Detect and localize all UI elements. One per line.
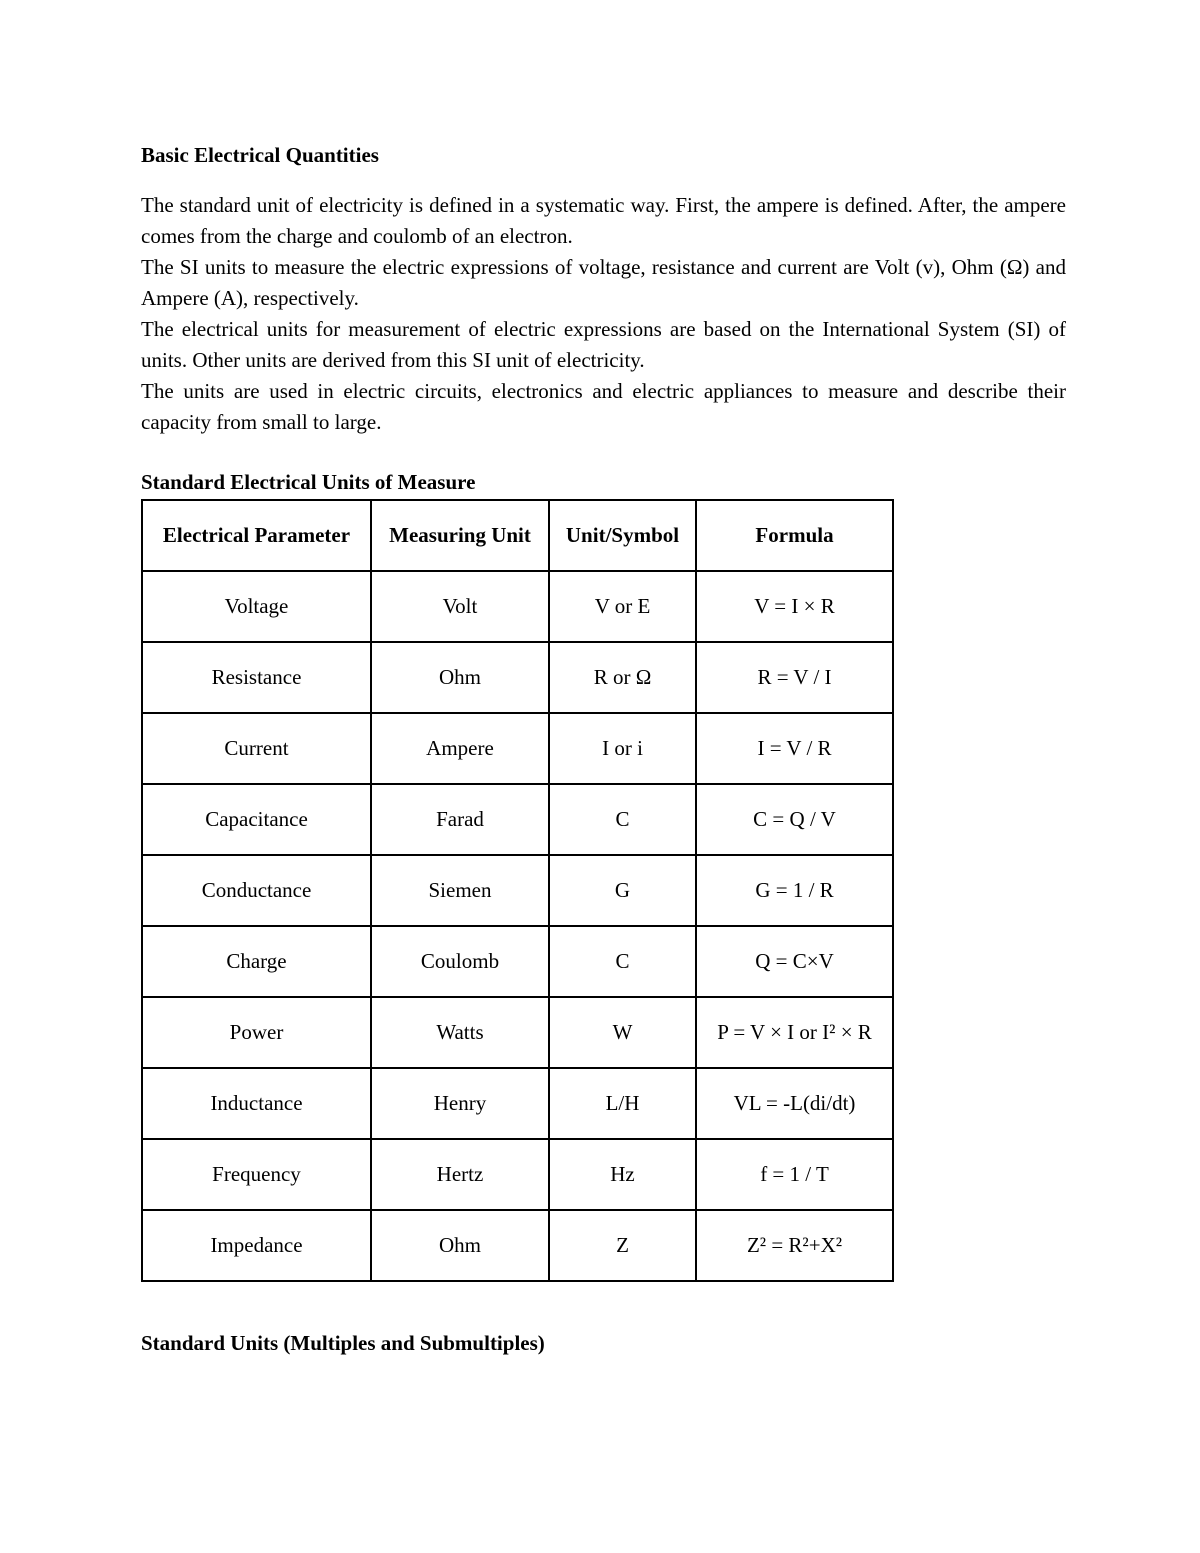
parameter-cell: Charge — [142, 926, 371, 997]
symbol-cell: W — [549, 997, 696, 1068]
formula-cell: G = 1 / R — [696, 855, 893, 926]
parameter-cell: Conductance — [142, 855, 371, 926]
table-header-row — [142, 500, 893, 571]
unit-cell: Volt — [371, 571, 549, 642]
table-row — [142, 926, 893, 997]
table-row — [142, 571, 893, 642]
section-heading: Standard Units (Multiples and Submultiples) — [141, 1331, 545, 1355]
column-header: Unit/Symbol — [549, 500, 696, 571]
parameter-cell: Impedance — [142, 1210, 371, 1281]
symbol-cell: Z — [549, 1210, 696, 1281]
symbol-cell: I or i — [549, 713, 696, 784]
page-title: Basic Electrical Quantities — [141, 143, 379, 167]
table-body — [142, 571, 893, 1281]
formula-cell: Q = C×V — [696, 926, 893, 997]
table-row — [142, 1210, 893, 1281]
table-heading: Standard Electrical Units of Measure — [141, 470, 476, 494]
table-row — [142, 855, 893, 926]
parameter-cell: Voltage — [142, 571, 371, 642]
parameter-cell: Current — [142, 713, 371, 784]
formula-cell: P = V × I or I² × R — [696, 997, 893, 1068]
table-row — [142, 713, 893, 784]
parameter-cell: Resistance — [142, 642, 371, 713]
table-row — [142, 642, 893, 713]
paragraph: The electrical units for measurement of electric expressions are based on the International System (SI) of units. Other units are derived from this SI unit of electricity. — [141, 317, 1066, 372]
table-row — [142, 997, 893, 1068]
unit-cell: Ohm — [371, 1210, 549, 1281]
intro-text — [141, 190, 1066, 438]
paragraph: The SI units to measure the electric expressions of voltage, resistance and current are Volt (v), Ohm (Ω) and Ampere (A), respectively. — [141, 255, 1066, 310]
column-header: Measuring Unit — [371, 500, 549, 571]
unit-cell: Hertz — [371, 1139, 549, 1210]
formula-cell: f = 1 / T — [696, 1139, 893, 1210]
unit-cell: Henry — [371, 1068, 549, 1139]
formula-cell: VL = -L(di/dt) — [696, 1068, 893, 1139]
formula-cell: R = V / I — [696, 642, 893, 713]
units-table — [141, 499, 894, 1282]
parameter-cell: Frequency — [142, 1139, 371, 1210]
symbol-cell: C — [549, 784, 696, 855]
unit-cell: Farad — [371, 784, 549, 855]
parameter-cell: Inductance — [142, 1068, 371, 1139]
unit-cell: Ohm — [371, 642, 549, 713]
formula-cell: I = V / R — [696, 713, 893, 784]
table-row — [142, 1068, 893, 1139]
formula-cell: C = Q / V — [696, 784, 893, 855]
paragraph: The standard unit of electricity is defined in a systematic way. First, the ampere is defined. After, the ampere comes from the charge and coulomb of an electron. — [141, 193, 1066, 248]
unit-cell: Siemen — [371, 855, 549, 926]
symbol-cell: V or E — [549, 571, 696, 642]
formula-cell: V = I × R — [696, 571, 893, 642]
symbol-cell: G — [549, 855, 696, 926]
column-header: Electrical Parameter — [142, 500, 371, 571]
unit-cell: Ampere — [371, 713, 549, 784]
paragraph: The units are used in electric circuits, electronics and electric appliances to measure and describe their capacity from small to large. — [141, 379, 1066, 434]
formula-cell: Z² = R²+X² — [696, 1210, 893, 1281]
column-header: Formula — [696, 500, 893, 571]
unit-cell: Coulomb — [371, 926, 549, 997]
table-row — [142, 1139, 893, 1210]
symbol-cell: Hz — [549, 1139, 696, 1210]
unit-cell: Watts — [371, 997, 549, 1068]
symbol-cell: C — [549, 926, 696, 997]
symbol-cell: R or Ω — [549, 642, 696, 713]
parameter-cell: Capacitance — [142, 784, 371, 855]
table-row — [142, 784, 893, 855]
parameter-cell: Power — [142, 997, 371, 1068]
symbol-cell: L/H — [549, 1068, 696, 1139]
